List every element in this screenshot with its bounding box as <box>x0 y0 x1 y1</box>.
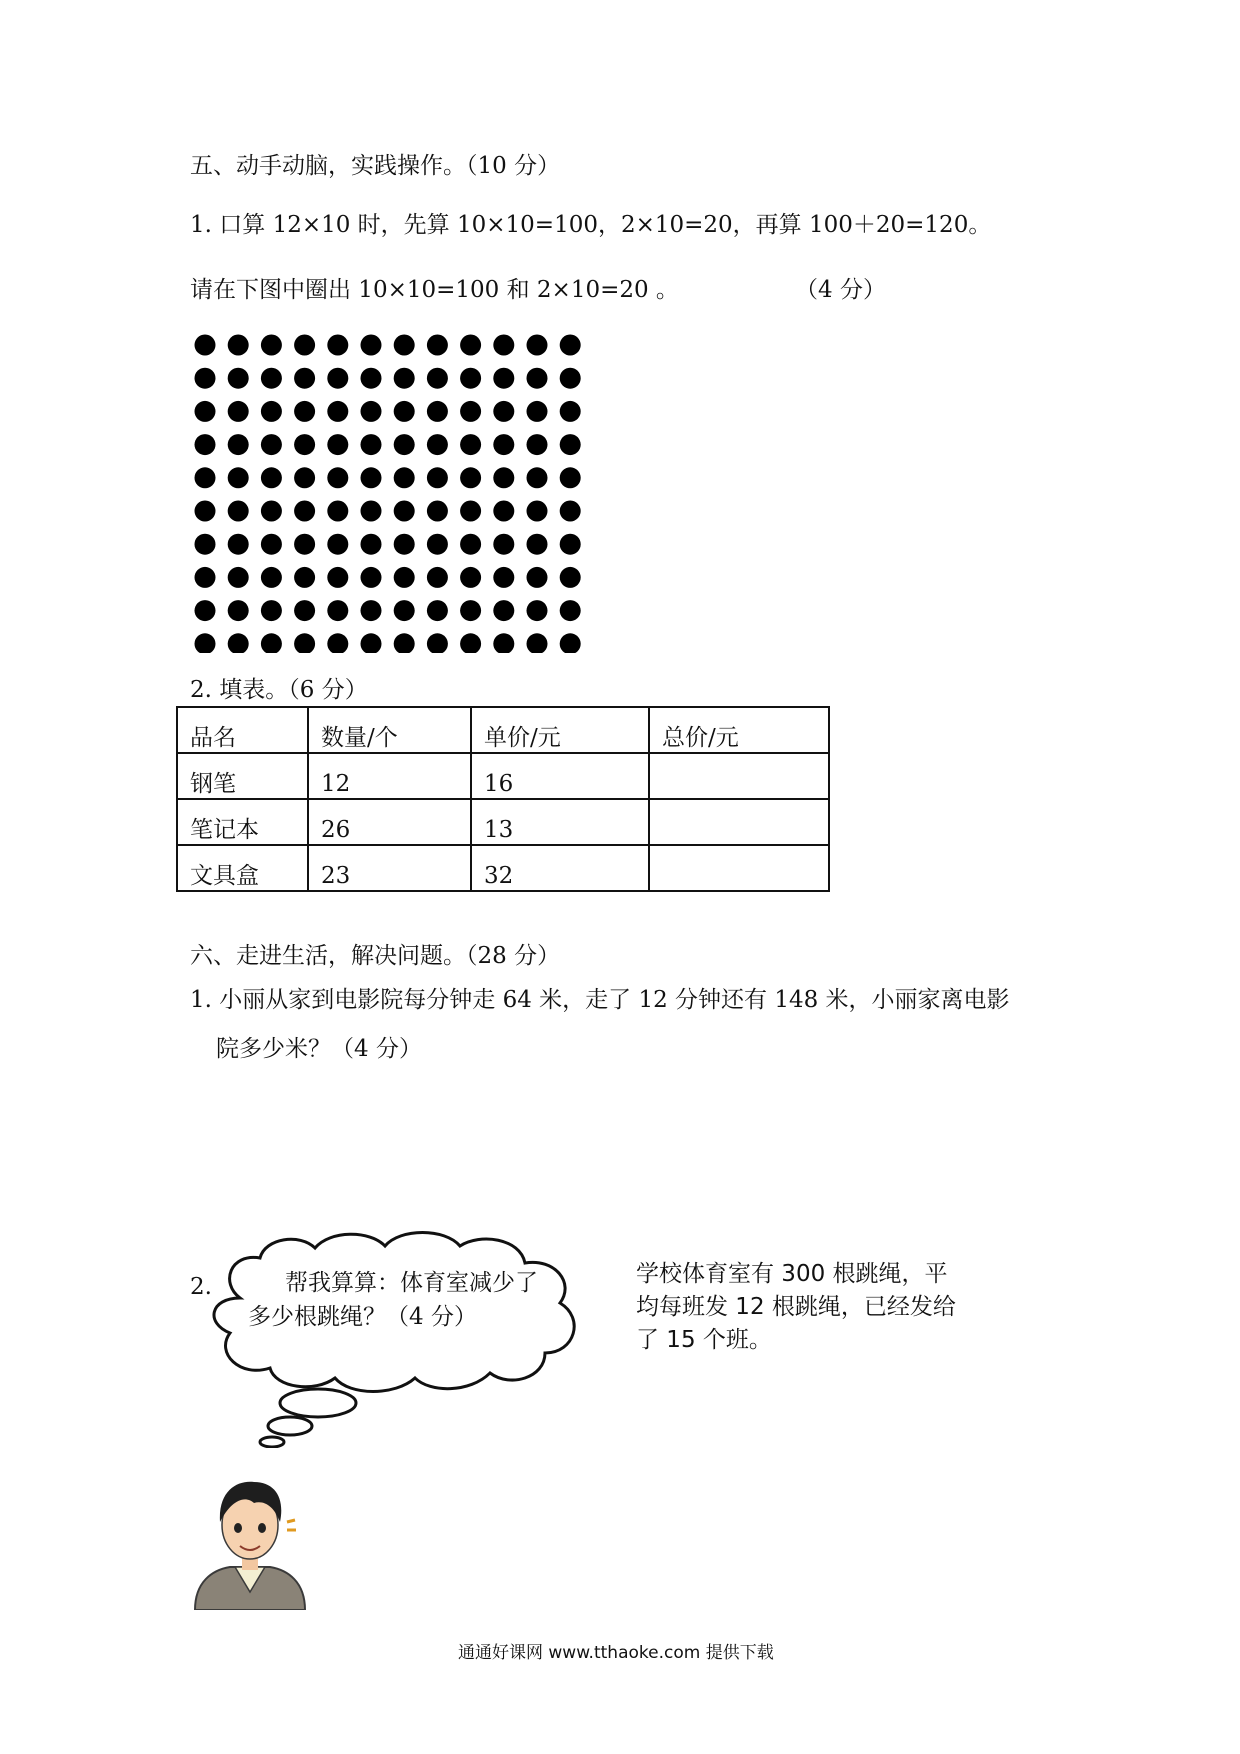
dot <box>460 633 481 653</box>
dot <box>460 335 481 356</box>
dot <box>560 467 581 488</box>
dot <box>394 600 415 621</box>
dot <box>394 567 415 588</box>
dot <box>527 633 548 653</box>
dot <box>294 567 315 588</box>
dot <box>527 534 548 555</box>
dot <box>195 534 216 555</box>
dot <box>427 401 448 422</box>
boy-illustration-icon <box>190 1470 310 1610</box>
dot <box>327 534 348 555</box>
dot <box>460 434 481 455</box>
dot <box>527 501 548 522</box>
dot <box>427 600 448 621</box>
section-5-heading: 五、动手动脑，实践操作。（10 分） <box>190 153 561 179</box>
question-2-heading: 2. 填表。（6 分） <box>190 677 368 703</box>
dot <box>294 434 315 455</box>
dot <box>527 368 548 389</box>
dot <box>195 335 216 356</box>
speech-bubble-line-2: 多少根跳绳？（4 分） <box>248 1304 477 1330</box>
price-table <box>176 706 830 892</box>
cell-unit-price: 16 <box>471 753 649 799</box>
speech-bubble-line-1: 帮我算算：体育室减少了 <box>285 1270 538 1296</box>
dot <box>527 600 548 621</box>
question-1-instruction: 请在下图中圈出 10×10=100 和 2×10=20 。 <box>190 277 679 303</box>
dot <box>195 633 216 653</box>
dot <box>493 633 514 653</box>
dot <box>261 401 282 422</box>
dot <box>195 600 216 621</box>
cell-total-price[interactable] <box>649 799 829 845</box>
section-6-question-1-line-1: 1. 小丽从家到电影院每分钟走 64 米，走了 12 分钟还有 148 米，小丽家离电影 <box>190 987 1010 1013</box>
cell-quantity: 12 <box>308 753 471 799</box>
question-1-score: （4 分） <box>795 277 886 303</box>
dot <box>261 600 282 621</box>
dot <box>228 633 249 653</box>
dot <box>261 534 282 555</box>
dot <box>294 368 315 389</box>
dot <box>294 335 315 356</box>
dot <box>327 335 348 356</box>
dot <box>361 534 382 555</box>
thought-bubble-icon <box>200 1228 600 1448</box>
dot <box>228 434 249 455</box>
dot <box>361 467 382 488</box>
dot <box>327 467 348 488</box>
dot <box>527 567 548 588</box>
dot <box>493 501 514 522</box>
dot <box>261 335 282 356</box>
dot <box>228 335 249 356</box>
table-row <box>177 753 829 799</box>
dot <box>294 501 315 522</box>
dot <box>493 534 514 555</box>
dot <box>361 401 382 422</box>
dot <box>261 434 282 455</box>
dot <box>560 633 581 653</box>
dot <box>560 567 581 588</box>
dot <box>394 501 415 522</box>
dot <box>228 368 249 389</box>
dot <box>327 368 348 389</box>
dot <box>394 633 415 653</box>
dot <box>493 335 514 356</box>
header-cell-unit-price: 单价/元 <box>471 707 649 753</box>
dot <box>460 501 481 522</box>
table-header-row <box>177 707 829 753</box>
dot <box>327 633 348 653</box>
dot <box>527 401 548 422</box>
dot <box>228 600 249 621</box>
dot <box>427 633 448 653</box>
dot <box>361 434 382 455</box>
cell-total-price[interactable] <box>649 753 829 799</box>
header-cell-quantity: 数量/个 <box>308 707 471 753</box>
dot <box>361 335 382 356</box>
dot <box>327 567 348 588</box>
dot <box>327 434 348 455</box>
section-6-question-2-text-line-1: 学校体育室有 300 根跳绳，平 <box>636 1261 948 1287</box>
dot <box>427 335 448 356</box>
dot <box>427 534 448 555</box>
dot <box>560 534 581 555</box>
dot <box>460 401 481 422</box>
dot <box>294 467 315 488</box>
dot <box>493 368 514 389</box>
dot <box>394 401 415 422</box>
cell-name: 钢笔 <box>177 753 308 799</box>
dot <box>560 434 581 455</box>
dot <box>261 501 282 522</box>
dot <box>493 567 514 588</box>
cell-quantity: 26 <box>308 799 471 845</box>
dot <box>394 434 415 455</box>
dot <box>195 567 216 588</box>
dot <box>228 567 249 588</box>
cell-name: 笔记本 <box>177 799 308 845</box>
dot <box>228 467 249 488</box>
dot <box>460 534 481 555</box>
dot <box>195 434 216 455</box>
dot <box>560 600 581 621</box>
dot <box>195 368 216 389</box>
dot <box>527 434 548 455</box>
cell-unit-price: 13 <box>471 799 649 845</box>
dot <box>427 467 448 488</box>
dot <box>394 368 415 389</box>
table-row <box>177 799 829 845</box>
dot <box>560 501 581 522</box>
section-6-heading: 六、走进生活，解决问题。（28 分） <box>190 943 561 969</box>
table-row <box>177 845 829 891</box>
dot-grid <box>193 333 593 653</box>
dot <box>427 501 448 522</box>
cell-quantity: 23 <box>308 845 471 891</box>
cell-unit-price: 32 <box>471 845 649 891</box>
dot <box>394 534 415 555</box>
dot <box>361 567 382 588</box>
dot <box>560 401 581 422</box>
dot <box>228 534 249 555</box>
header-cell-name: 品名 <box>177 707 308 753</box>
dot <box>294 633 315 653</box>
dot <box>195 467 216 488</box>
dot <box>195 401 216 422</box>
dot <box>493 434 514 455</box>
dot <box>261 567 282 588</box>
dot <box>493 467 514 488</box>
dot <box>261 368 282 389</box>
dot <box>294 600 315 621</box>
question-1-text: 1. 口算 12×10 时，先算 10×10=100，2×10=20，再算 100＋20=120。 <box>190 212 992 238</box>
dot <box>527 335 548 356</box>
dot <box>294 401 315 422</box>
section-6-question-2-text-line-2: 均每班发 12 根跳绳，已经发给 <box>636 1294 956 1320</box>
dot <box>261 633 282 653</box>
dot <box>527 467 548 488</box>
dot <box>460 567 481 588</box>
dot <box>560 335 581 356</box>
dot <box>228 401 249 422</box>
dot <box>195 501 216 522</box>
dot <box>427 368 448 389</box>
header-cell-total-price: 总价/元 <box>649 707 829 753</box>
dot <box>560 368 581 389</box>
dot <box>228 501 249 522</box>
dot <box>361 600 382 621</box>
dot <box>327 401 348 422</box>
dot <box>327 501 348 522</box>
dot <box>361 368 382 389</box>
dot <box>460 600 481 621</box>
dot <box>361 501 382 522</box>
dot <box>460 368 481 389</box>
dot <box>493 600 514 621</box>
section-6-question-1-line-2: 院多少米？（4 分） <box>216 1036 422 1062</box>
dot <box>427 567 448 588</box>
section-6-question-2-text-line-3: 了 15 个班。 <box>636 1327 772 1353</box>
cell-name: 文具盒 <box>177 845 308 891</box>
cell-total-price[interactable] <box>649 845 829 891</box>
dot <box>427 434 448 455</box>
dot <box>394 335 415 356</box>
footer-text: 通通好课网 www.tthaoke.com 提供下载 <box>458 1643 774 1663</box>
dot <box>361 633 382 653</box>
dot <box>394 467 415 488</box>
dot <box>261 467 282 488</box>
dot <box>493 401 514 422</box>
dot <box>327 600 348 621</box>
section-6-question-2-number: 2. <box>190 1274 212 1300</box>
dot <box>294 534 315 555</box>
dot <box>460 467 481 488</box>
